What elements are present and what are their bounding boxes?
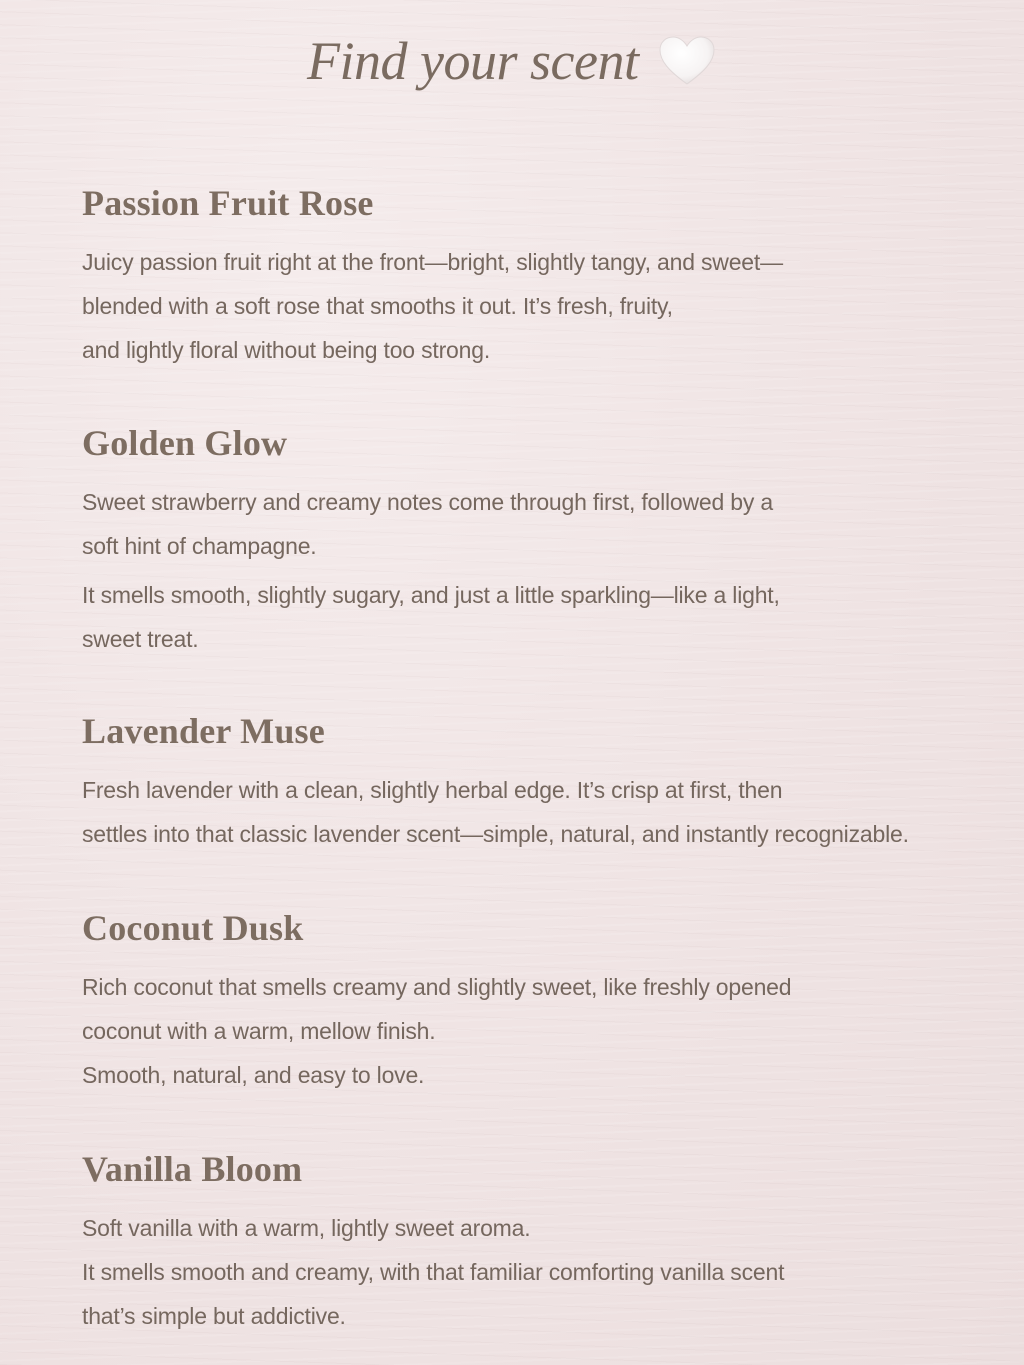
scent-description [82, 1206, 982, 1338]
title-row [0, 30, 1024, 92]
scent-section-coconut-dusk [82, 905, 982, 1097]
description-line: coconut with a warm, mellow finish. [82, 1018, 436, 1044]
scent-section-golden-glow [82, 420, 982, 661]
description-line: Sweet strawberry and creamy notes come through first, followed by a [82, 489, 773, 515]
description-line: Rich coconut that smells creamy and slightly sweet, like freshly opened [82, 974, 792, 1000]
description-line: sweet treat. [82, 626, 199, 652]
description-line: settles into that classic lavender scent—simple, natural, and instantly recognizable. [82, 821, 909, 847]
scent-name: Lavender Muse [82, 711, 325, 751]
description-line: that’s simple but addictive. [82, 1303, 346, 1329]
page-title: Find your scent [307, 31, 639, 91]
description-line: Soft vanilla with a warm, lightly sweet aroma. [82, 1215, 531, 1241]
scent-name: Coconut Dusk [82, 908, 304, 948]
description-line: Juicy passion fruit right at the front—bright, slightly tangy, and sweet— [82, 249, 783, 275]
scent-section-passion-fruit-rose [82, 180, 982, 372]
scent-section-vanilla-bloom [82, 1146, 982, 1338]
scent-name: Passion Fruit Rose [82, 183, 374, 223]
description-line: blended with a soft rose that smooths it out. It’s fresh, fruity, [82, 293, 673, 319]
scent-name: Golden Glow [82, 423, 288, 463]
description-line: Smooth, natural, and easy to love. [82, 1062, 425, 1088]
description-line: It smells smooth, slightly sugary, and just a little sparkling—like a light, [82, 582, 780, 608]
scent-description [82, 965, 982, 1097]
scent-section-lavender-muse [82, 708, 982, 856]
white-heart-icon [657, 34, 717, 88]
description-line: and lightly floral without being too strong. [82, 337, 491, 363]
scent-description [82, 480, 982, 661]
scent-name: Vanilla Bloom [82, 1149, 303, 1189]
scent-description [82, 768, 982, 856]
scent-description [82, 240, 982, 372]
description-line: It smells smooth and creamy, with that familiar comforting vanilla scent [82, 1259, 785, 1285]
description-line: soft hint of champagne. [82, 533, 317, 559]
description-line: Fresh lavender with a clean, slightly herbal edge. It’s crisp at first, then [82, 777, 783, 803]
